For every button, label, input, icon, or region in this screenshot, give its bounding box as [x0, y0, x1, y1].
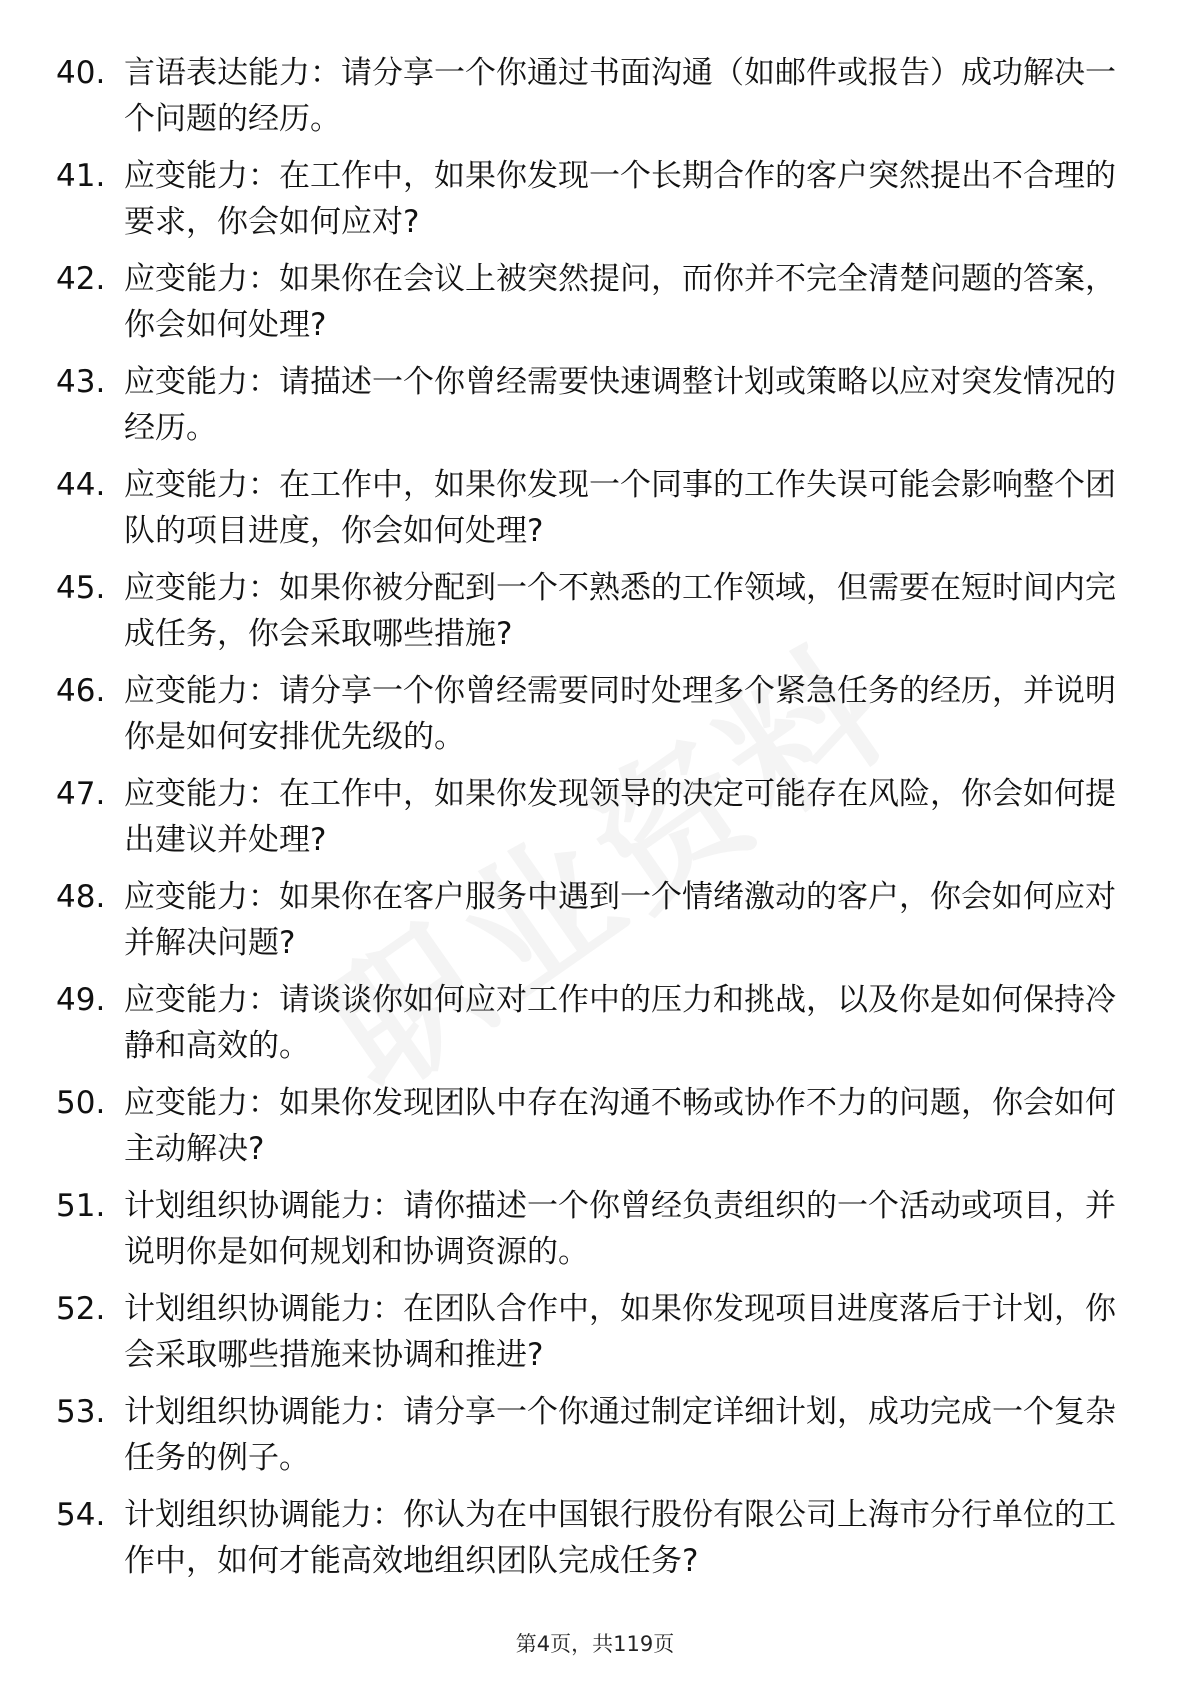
question-item	[0, 50, 1190, 153]
question-text: 应变能力：如果你被分配到一个不熟悉的工作领域，但需要在短时间内完成任务，你会采取哪些措施?	[124, 570, 1116, 652]
question-number: 46.	[56, 673, 106, 709]
question-number: 50.	[56, 1085, 106, 1121]
question-number: 44.	[56, 467, 106, 503]
question-text: 应变能力：如果你在会议上被突然提问，而你并不完全清楚问题的答案，你会如何处理?	[124, 261, 1116, 343]
question-item	[0, 462, 1190, 565]
question-item	[0, 153, 1190, 256]
question-number: 40.	[56, 55, 106, 91]
question-number: 54.	[56, 1497, 106, 1533]
question-number: 51.	[56, 1188, 106, 1224]
question-number: 49.	[56, 982, 106, 1018]
question-text: 计划组织协调能力：请分享一个你通过制定详细计划，成功完成一个复杂任务的例子。	[124, 1394, 1116, 1476]
question-text: 应变能力：如果你在客户服务中遇到一个情绪激动的客户，你会如何应对并解决问题?	[124, 879, 1116, 961]
question-number: 48.	[56, 879, 106, 915]
question-item	[0, 874, 1190, 977]
question-text: 应变能力：在工作中，如果你发现一个长期合作的客户突然提出不合理的要求，你会如何应对?	[124, 158, 1116, 240]
question-item	[0, 359, 1190, 462]
question-text: 应变能力：在工作中，如果你发现领导的决定可能存在风险，你会如何提出建议并处理?	[124, 776, 1116, 858]
question-text: 应变能力：请谈谈你如何应对工作中的压力和挑战，以及你是如何保持冷静和高效的。	[124, 982, 1116, 1064]
question-item	[0, 668, 1190, 771]
question-item	[0, 1183, 1190, 1286]
question-number: 42.	[56, 261, 106, 297]
page-footer: 第4页，共119页	[515, 1632, 675, 1656]
question-text: 应变能力：在工作中，如果你发现一个同事的工作失误可能会影响整个团队的项目进度，你会如何处理?	[124, 467, 1116, 549]
question-number: 52.	[56, 1291, 106, 1327]
question-number: 47.	[56, 776, 106, 812]
question-number: 53.	[56, 1394, 106, 1430]
question-number: 43.	[56, 364, 106, 400]
question-list	[0, 50, 1190, 1595]
question-text: 计划组织协调能力：你认为在中国银行股份有限公司上海市分行单位的工作中，如何才能高效地组织团队完成任务?	[124, 1497, 1116, 1579]
question-item	[0, 565, 1190, 668]
question-item	[0, 771, 1190, 874]
question-item	[0, 1080, 1190, 1183]
question-item	[0, 256, 1190, 359]
question-number: 41.	[56, 158, 106, 194]
question-text: 应变能力：如果你发现团队中存在沟通不畅或协作不力的问题，你会如何主动解决?	[124, 1085, 1116, 1167]
question-text: 应变能力：请分享一个你曾经需要同时处理多个紧急任务的经历，并说明你是如何安排优先级的。	[124, 673, 1116, 755]
question-item	[0, 977, 1190, 1080]
question-text: 应变能力：请描述一个你曾经需要快速调整计划或策略以应对突发情况的经历。	[124, 364, 1116, 446]
question-item	[0, 1492, 1190, 1595]
question-number: 45.	[56, 570, 106, 606]
question-text: 言语表达能力：请分享一个你通过书面沟通（如邮件或报告）成功解决一个问题的经历。	[124, 55, 1116, 137]
question-text: 计划组织协调能力：请你描述一个你曾经负责组织的一个活动或项目，并说明你是如何规划和协调资源的。	[124, 1188, 1116, 1270]
question-item	[0, 1389, 1190, 1492]
question-item	[0, 1286, 1190, 1389]
question-text: 计划组织协调能力：在团队合作中，如果你发现项目进度落后于计划，你会采取哪些措施来协调和推进?	[124, 1291, 1116, 1373]
